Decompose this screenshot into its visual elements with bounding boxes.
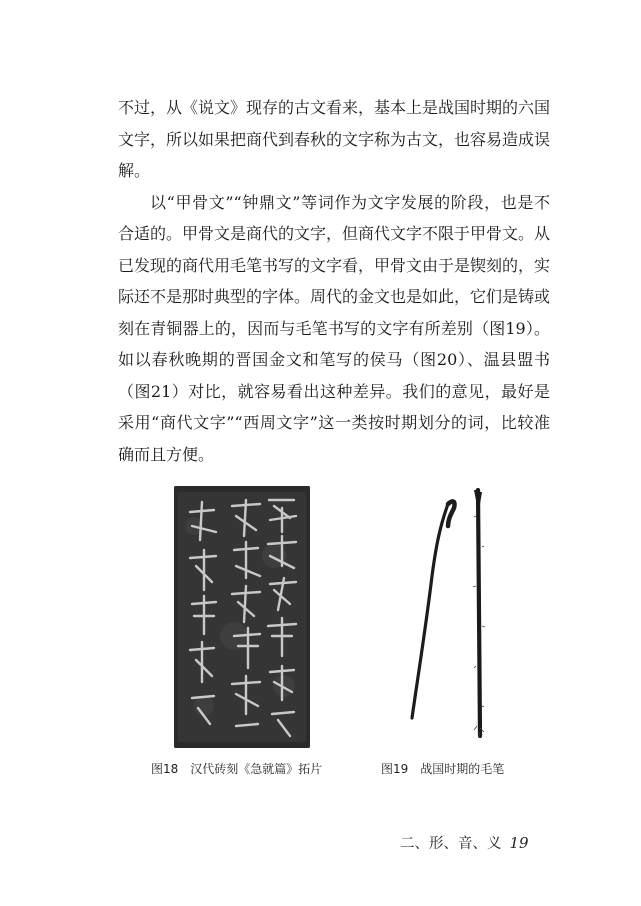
brick-rubbing-image bbox=[174, 486, 310, 748]
figure-18-number: 图18 bbox=[151, 762, 179, 776]
paragraph-1: 不过，从《说文》现存的古文看来，基本上是战国时期的六国文字，所以如果把商代到春秋的文字称为古文，也容易造成误解。 bbox=[118, 98, 551, 180]
figure-18-text: 汉代砖刻《急就篇》拓片 bbox=[190, 762, 323, 776]
page-number: 19 bbox=[509, 834, 529, 852]
body-text bbox=[118, 92, 550, 470]
paragraph-2: 以“甲骨文”“钟鼎文”等词作为文字发展的阶段，也是不合适的。甲骨文是商代的文字，但商代文字不限于甲骨文。从已发现的商代用毛笔书写的文字看，甲骨文由于是锲刻的，实际还不是那时典型的字体。周代的金文也是如此，它们是铸或刻在青铜器上的，因而与毛笔书写的文字有所差别（图19）。如以春秋晚期的晋国金文和笔写的侯马（图20）、温县盟书（图21）对比，就容易看出这种差异。我们的意见，最好是采用“商代文字”“西周文字”这一类按时期划分的词，比较准确而且方便。 bbox=[118, 192, 551, 464]
figure-18-caption bbox=[151, 760, 322, 777]
chapter-title: 二、形、音、义 bbox=[400, 836, 502, 852]
figure-19-number: 图19 bbox=[381, 762, 409, 776]
ancient-brush-image bbox=[396, 486, 506, 748]
figure-19-caption bbox=[381, 760, 504, 777]
figure-19-text: 战国时期的毛笔 bbox=[420, 762, 505, 776]
page-footer bbox=[400, 832, 529, 853]
